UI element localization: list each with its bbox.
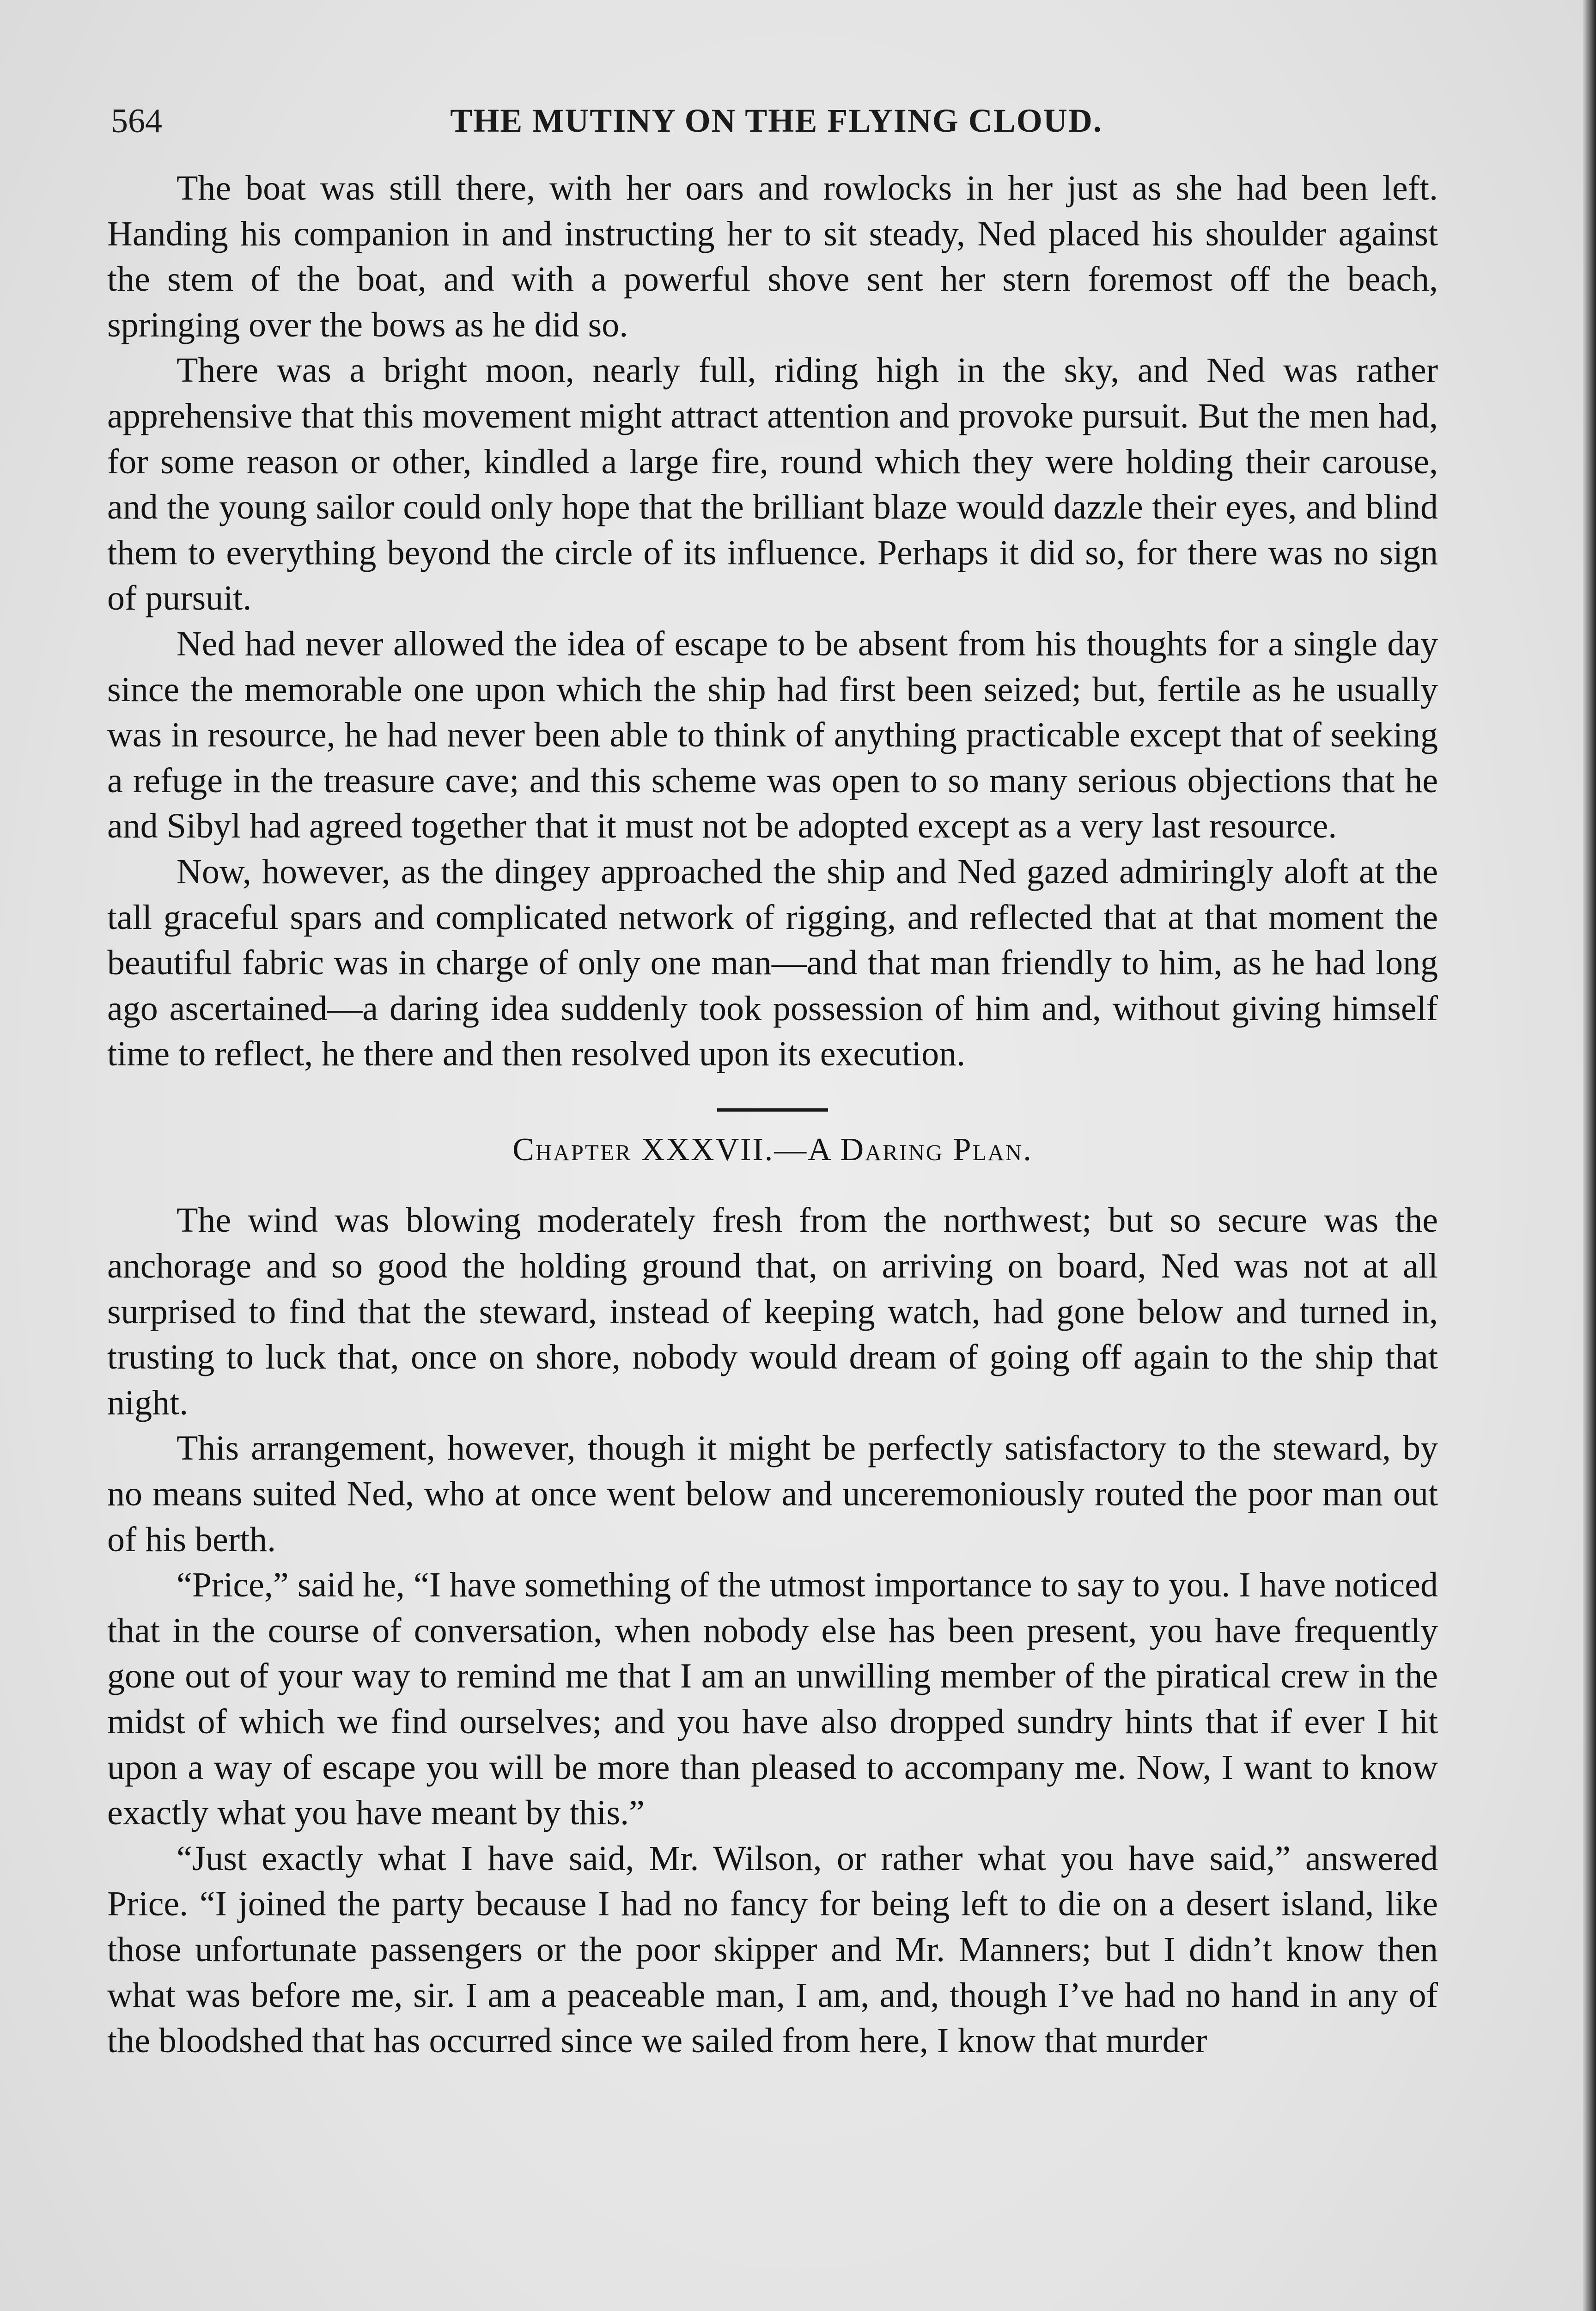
- paragraph: The boat was still there, with her oars and rowlocks in her just as she had been left. Handing his companion in and instructing her to sit steady, Ned placed his shoulder against the stem of the boat, and with a powerful shove sent her stern foremost off the beach, springing over the bows as he did so.: [107, 169, 1438, 344]
- chapter-heading: Chapter XXXVII.—A Daring Plan.: [512, 1131, 1033, 1168]
- paragraph: “Just exactly what I have said, Mr. Wilson, or rather what you have said,” answered Price. “I joined the party because I had no fancy for being left to die on a desert island, like those unfortunate passengers or the poor skipper and Mr. Manners; but I didn’t know then what was before me, sir. I am a peaceable man, I am, and, though I’ve had no hand in any of the bloodshed that has occurred since we sailed from here, I know that murder: [107, 1839, 1438, 2060]
- paragraph: Now, however, as the dingey approached the ship and Ned gazed admiringly aloft at the tall graceful spars and complicated network of rigging, and reflected that at that moment the beautiful fabric was in charge of only one man—and that man friendly to him, as he had long ago ascertained—a daring idea suddenly took possession of him and, without giving himself time to reflect, he there and then resolved upon its execution.: [107, 852, 1438, 1074]
- paragraph: There was a bright moon, nearly full, riding high in the sky, and Ned was rather apprehensive that this movement might attract attention and provoke pursuit. But the men had, for some reason or other, kindled a large fire, round which they were holding their carouse, and the young sailor could only hope that the brilliant blaze would dazzle their eyes, and blind them to everything beyond the circle of its influence. Perhaps it did so, for there was no sign of pursuit.: [107, 351, 1438, 618]
- body-text: [107, 165, 1438, 2064]
- page-edge-shadow: [1583, 0, 1596, 2311]
- page-header: [111, 97, 1442, 153]
- paragraph: The wind was blowing moderately fresh from the northwest; but so secure was the anchorage and so good the holding ground that, on arriving on board, Ned was not at all surprised to find that the steward, instead of keeping watch, had gone below and turned in, trusting to luck that, once on shore, nobody would dream of going off again to the ship that night.: [107, 1201, 1438, 1422]
- section-divider: [717, 1108, 828, 1112]
- paragraph: “Price,” said he, “I have something of the utmost importance to say to you. I have noticed that in the course of conversation, when nobody else has been present, you have frequently gone out of your way to remind me that I am an unwilling member of the piratical crew in the midst of which we find ourselves; and you have also dropped sundry hints that if ever I hit upon a way of escape you will be more than pleased to accompany me. Now, I want to know exactly what you have meant by this.”: [107, 1565, 1438, 1833]
- paragraph: Ned had never allowed the idea of escape to be absent from his thoughts for a single day since the memorable one upon which the ship had first been seized; but, fertile as he usually was in resource, he had never been able to think of anything practicable except that of seeking a refuge in the treasure cave; and this scheme was open to so many serious objections that he and Sibyl had agreed together that it must not be adopted except as a very last resource.: [107, 624, 1438, 846]
- page-number: 564: [111, 102, 162, 140]
- running-title: THE MUTINY ON THE FLYING CLOUD.: [450, 102, 1103, 139]
- paragraph: This arrangement, however, though it might be perfectly satisfactory to the steward, by no means suited Ned, who at once went below and unceremoniously routed the poor man out of his berth.: [107, 1429, 1438, 1559]
